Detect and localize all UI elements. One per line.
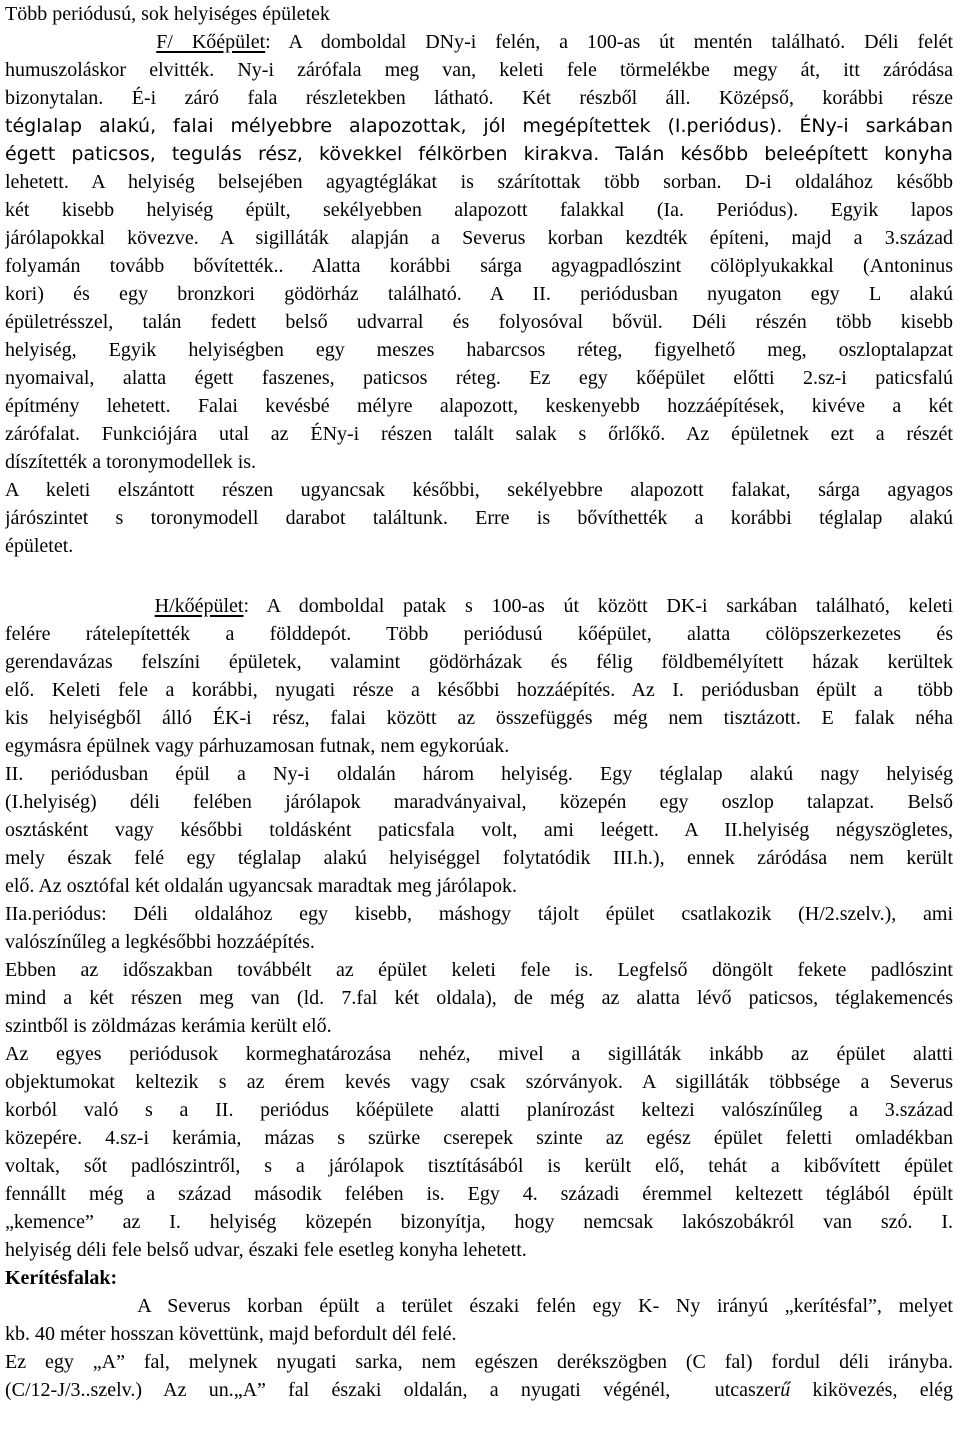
text-segment: IIa.periódus: Déli oldalához egy kisebb, máshogy tájolt épület csatlakozik (H/2.szelv.), ami bbox=[5, 903, 953, 925]
text-segment: Ebben az időszakban továbbélt az épület keleti fele is. Legfelső döngölt fekete padlószint bbox=[5, 959, 953, 981]
text-line bbox=[5, 224, 953, 252]
text-line bbox=[5, 1320, 953, 1348]
text-segment: (C/12-J/3..szelv.) Az un.„A” fal északi oldalán, a nyugati végénél, utcaszer bbox=[5, 1379, 781, 1401]
text-line bbox=[5, 592, 953, 620]
text-line bbox=[5, 788, 953, 816]
text-line bbox=[5, 112, 953, 140]
text-line bbox=[5, 308, 953, 336]
text-line bbox=[5, 476, 953, 504]
text-line bbox=[5, 1292, 953, 1320]
text-line bbox=[5, 928, 953, 956]
text-line bbox=[5, 420, 953, 448]
text-segment: elő. Keleti fele a korábbi, nyugati része a későbbi hozzáépítés. Az I. periódusban épült a több bbox=[5, 679, 953, 701]
text-line bbox=[5, 1152, 953, 1180]
text-line bbox=[5, 1376, 953, 1404]
text-line bbox=[5, 1040, 953, 1068]
building-label: H/kőépület bbox=[154, 595, 244, 617]
text-segment: folyamán tovább bővítették.. Alatta korábbi sárga agyagpadlószint cölöplyukakkal (Antoninus bbox=[5, 255, 953, 277]
text-line bbox=[5, 1096, 953, 1124]
heading-text: Kerítésfalak: bbox=[5, 1267, 118, 1289]
text-line bbox=[5, 704, 953, 732]
text-segment: : A domboldal patak s 100-as út között DK-i sarkában található, keleti bbox=[243, 595, 953, 617]
text-segment: Az egyes periódusok kormeghatározása nehéz, mivel a sigilláták inkább az épület alatti bbox=[5, 1043, 953, 1065]
text-line bbox=[5, 168, 953, 196]
text-line bbox=[5, 336, 953, 364]
subsection-heading bbox=[5, 1264, 953, 1292]
text-segment: egymásra épülnek vagy párhuzamosan futnak, nem egykorúak. bbox=[5, 735, 510, 757]
text-line bbox=[5, 84, 953, 112]
text-line bbox=[5, 872, 953, 900]
text-segment: (I.helyiség) déli felében járólapok maradványaival, közepén egy oszlop talapzat. Belső bbox=[5, 791, 953, 813]
text-segment: felére rátelepítették a földdepót. Több periódusú kőépület, alatta cölöpszerkezetes és bbox=[5, 623, 953, 645]
text-segment: járólapokkal kövezve. A sigilláták alapján a Severus korban kezdték építeni, majd a 3.század bbox=[5, 227, 953, 249]
text-line bbox=[5, 1012, 953, 1040]
text-segment: fennállt még a század második felében is. Egy 4. századi éremmel keltezett téglából épült bbox=[5, 1183, 953, 1205]
text-line bbox=[5, 252, 953, 280]
text-line bbox=[5, 844, 953, 872]
text-segment: A Severus korban épült a terület északi felén egy K- Ny irányú „kerítésfal”, melyet bbox=[5, 1295, 953, 1317]
text-segment: helyiség déli fele belső udvar, északi fele esetleg konyha lehetett. bbox=[5, 1239, 527, 1261]
section-heading bbox=[5, 0, 953, 28]
text-segment: téglalap alakú, falai mélyebbre alapozottak, jól megépítettek (I.periódus). ÉNy-i sarkában bbox=[5, 115, 953, 137]
text-segment: kikövezés, elég bbox=[790, 1379, 953, 1401]
text-line bbox=[5, 392, 953, 420]
text-segment: égett paticsos, tegulás rész, kövekkel félkörben kirakva. Talán később beleépített konyha bbox=[5, 143, 953, 165]
text-segment: Ez egy „A” fal, melynek nyugati sarka, nem egészen derékszögben (C fal) fordul déli irányba. bbox=[5, 1351, 953, 1373]
text-segment: Több periódusú, sok helyiséges épületek bbox=[5, 3, 330, 25]
text-segment: gerendavázas felszíni épületek, valamint gödörházak és félig földbemélyített házak kerültek bbox=[5, 651, 953, 673]
text-segment: épületrésszel, talán fedett belső udvarral és folyosóval bővül. Déli részén több kisebb bbox=[5, 311, 953, 333]
building-label: F/ Kőépület bbox=[156, 31, 266, 53]
text-segment: II. periódusban épül a Ny-i oldalán három helyiség. Egy téglalap alakú nagy helyiség bbox=[5, 763, 953, 785]
text-line bbox=[5, 760, 953, 788]
text-segment: épületet. bbox=[5, 535, 74, 557]
text-segment: valószínűleg a legkésőbbi hozzáépítés. bbox=[5, 931, 315, 953]
text-segment: korból való s a II. periódus kőépülete alatti planírozást keltezi valószínűleg a 3.század bbox=[5, 1099, 953, 1121]
text-segment bbox=[5, 595, 155, 617]
text-segment: kb. 40 méter hosszan követtünk, majd befordult dél felé. bbox=[5, 1323, 457, 1345]
text-segment: elő. Az osztófal két oldalán ugyancsak maradtak meg járólapok. bbox=[5, 875, 518, 897]
text-segment: mind a két részen meg van (ld. 7.fal két oldala), de még az alatta lévő paticsos, téglakemencés bbox=[5, 987, 953, 1009]
text-segment: kori) és egy bronzkori gödörház található. A II. periódusban nyugaton egy L alakú bbox=[5, 283, 953, 305]
text-segment: lehetett. A helyiség belsejében agyagtéglákat is szárítottak több sorban. D-i oldalához később bbox=[5, 171, 953, 193]
text-line bbox=[5, 648, 953, 676]
text-segment: objektumokat keltezik s az érem kevés vagy csak szórványok. A sigilláták többsége a Severus bbox=[5, 1071, 953, 1093]
text-segment: kis helyiségből álló ÉK-i rész, falai között az összefüggés még nem tisztázott. E falak néha bbox=[5, 707, 953, 729]
text-line bbox=[5, 900, 953, 928]
text-segment: járószintet s toronymodell darabot találtunk. Erre is bővíthették a korábbi téglalap alakú bbox=[5, 507, 953, 529]
text-line bbox=[5, 984, 953, 1012]
text-line bbox=[5, 56, 953, 84]
text-line bbox=[5, 532, 953, 560]
text-segment: díszítették a toronymodellek is. bbox=[5, 451, 257, 473]
text-line bbox=[5, 364, 953, 392]
text-segment: A keleti elszántott részen ugyancsak későbbi, sekélyebbre alapozott falakat, sárga agyagos bbox=[5, 479, 953, 501]
text-line bbox=[5, 28, 953, 56]
text-segment: építmény lehetett. Falai kevésbé mélyre alapozott, keskenyebb hozzáépítések, kivéve a két bbox=[5, 395, 953, 417]
text-line bbox=[5, 620, 953, 648]
text-line bbox=[5, 1208, 953, 1236]
text-segment: : A domboldal DNy-i felén, a 100-as út mentén található. Déli felét bbox=[265, 31, 953, 53]
text-line bbox=[5, 196, 953, 224]
text-segment: ű bbox=[780, 1379, 791, 1401]
text-segment: „kemence” az I. helyiség közepén bizonyítja, hogy nemcsak lakószobákról van szó. I. bbox=[5, 1211, 953, 1233]
text-segment: szintből is zöldmázas kerámia került elő. bbox=[5, 1015, 332, 1037]
text-line bbox=[5, 448, 953, 476]
text-segment: voltak, sőt padlószintről, s a járólapok tisztításából is került elő, tehát a kibővített épület bbox=[5, 1155, 953, 1177]
text-line bbox=[5, 140, 953, 168]
text-segment: nyomaival, alatta égett faszenes, paticsos réteg. Ez egy kőépület előtti 2.sz-i paticsfalú bbox=[5, 367, 953, 389]
text-line bbox=[5, 504, 953, 532]
text-line bbox=[5, 1068, 953, 1096]
text-line bbox=[5, 1180, 953, 1208]
text-line bbox=[5, 732, 953, 760]
text-segment: két kisebb helyiség épült, sekélyebben alapozott falakkal (Ia. Periódus). Egyik lapos bbox=[5, 199, 953, 221]
text-segment bbox=[5, 31, 156, 53]
text-segment: humuszoláskor elvitték. Ny-i zárófala meg van, keleti fele törmelékbe megy át, itt záródása bbox=[5, 59, 953, 81]
text-line bbox=[5, 1124, 953, 1152]
text-segment: mely észak felé egy téglalap alakú helyiséggel folytatódik III.h.), ennek záródása nem került bbox=[5, 847, 953, 869]
text-segment: osztásként vagy későbbi toldásként paticsfala volt, ami leégett. A II.helyiség négyszögletes, bbox=[5, 819, 953, 841]
text-line bbox=[5, 816, 953, 844]
text-line bbox=[5, 1236, 953, 1264]
text-line bbox=[5, 956, 953, 984]
text-segment: helyiség, Egyik helyiségben egy meszes habarcsos réteg, figyelhető meg, oszloptalapzat bbox=[5, 339, 953, 361]
text-segment: közepére. 4.sz-i kerámia, mázas s szürke cserepek szinte az egész épület feletti omladékban bbox=[5, 1127, 953, 1149]
text-segment: zárófalat. Funkciójára utal az ÉNy-i részen talált salak s őrlőkő. Az épületnek ezt a részét bbox=[5, 423, 953, 445]
text-segment: bizonytalan. É-i záró fala részletekben látható. Két részből áll. Középső, korábbi része bbox=[5, 87, 953, 109]
text-line bbox=[5, 280, 953, 308]
text-line bbox=[5, 676, 953, 704]
text-line bbox=[5, 1348, 953, 1376]
